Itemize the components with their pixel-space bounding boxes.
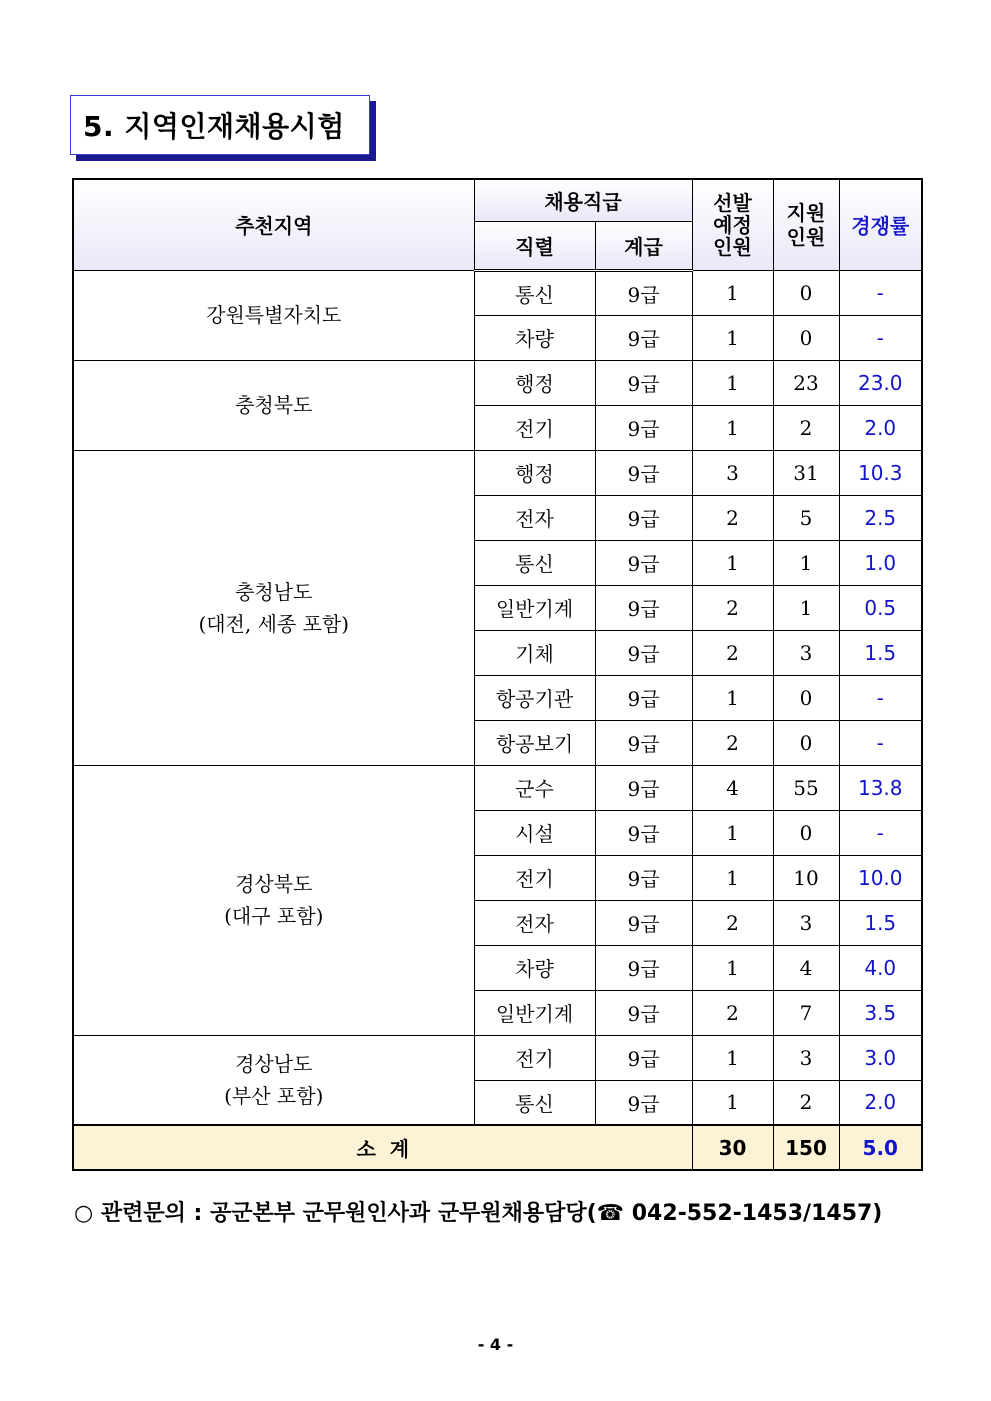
rate-cell: 3.5 [839,990,922,1035]
planned-cell: 1 [692,405,773,450]
region-cell [73,765,474,1035]
series-cell: 전자 [474,900,595,945]
applicants-cell: 4 [773,945,839,990]
grade-cell: 9급 [595,900,692,945]
region-name: (대구 포함) [224,904,324,928]
header-applicants: 지원 인원 [773,179,839,270]
grade-cell: 9급 [595,315,692,360]
applicants-cell: 0 [773,675,839,720]
region-name: 충청남도 [235,579,313,604]
planned-cell: 1 [692,855,773,900]
grade-cell: 9급 [595,765,692,810]
region-cell [73,270,474,360]
header-region: 추천지역 [73,179,474,270]
table-body [73,270,922,1170]
total-applicants: 150 [773,1125,839,1170]
header-job-group: 채용직급 [474,179,692,221]
grade-cell: 9급 [595,450,692,495]
rate-cell: 13.8 [839,765,922,810]
series-cell: 기체 [474,630,595,675]
applicants-cell: 7 [773,990,839,1035]
applicants-cell: 2 [773,1080,839,1125]
rate-cell: 4.0 [839,945,922,990]
grade-cell: 9급 [595,630,692,675]
series-cell: 시설 [474,810,595,855]
applicants-cell: 2 [773,405,839,450]
planned-cell: 1 [692,675,773,720]
header-grade: 계급 [595,221,692,270]
rate-cell: - [839,315,922,360]
series-cell: 전기 [474,855,595,900]
grade-cell: 9급 [595,405,692,450]
total-planned: 30 [692,1125,773,1170]
rate-cell: 1.0 [839,540,922,585]
grade-cell: 9급 [595,810,692,855]
planned-cell: 2 [692,585,773,630]
contact-info: ○ 관련문의 : 공군본부 군무원인사과 군무원채용담당(☎ 042-552-1453/1457) [74,1201,883,1226]
applicants-cell: 1 [773,540,839,585]
rate-cell: 10.3 [839,450,922,495]
grade-cell: 9급 [595,540,692,585]
rate-cell: - [839,810,922,855]
planned-cell: 1 [692,1035,773,1080]
region-name: 경상북도 [235,872,313,896]
grade-cell: 9급 [595,585,692,630]
grade-cell: 9급 [595,1080,692,1125]
applicants-cell: 3 [773,900,839,945]
grade-cell: 9급 [595,1035,692,1080]
grade-cell: 9급 [595,360,692,405]
series-cell: 일반기계 [474,990,595,1035]
planned-cell: 1 [692,315,773,360]
applicants-cell: 0 [773,270,839,315]
section-title-box [70,95,370,155]
region-name: (부산 포함) [224,1083,324,1108]
series-cell: 행정 [474,450,595,495]
applicants-cell: 0 [773,315,839,360]
rate-cell: 1.5 [839,630,922,675]
applicants-cell: 0 [773,720,839,765]
rate-cell: 23.0 [839,360,922,405]
region-name: 강원특별자치도 [206,303,342,327]
applicants-cell: 55 [773,765,839,810]
grade-cell: 9급 [595,945,692,990]
planned-cell: 2 [692,900,773,945]
planned-cell: 1 [692,360,773,405]
region-cell [73,450,474,765]
applicants-cell: 23 [773,360,839,405]
rate-cell: 0.5 [839,585,922,630]
applicants-cell: 3 [773,1035,839,1080]
table-row [73,450,922,495]
grade-cell: 9급 [595,990,692,1035]
total-row [73,1125,922,1170]
series-cell: 항공기관 [474,675,595,720]
table-row [73,270,922,315]
rate-cell: 2.0 [839,1080,922,1125]
planned-cell: 1 [692,810,773,855]
table-row [73,360,922,405]
page-number: - 4 - [477,1335,514,1354]
applicants-cell: 1 [773,585,839,630]
planned-cell: 2 [692,990,773,1035]
region-name: 충청북도 [235,393,313,417]
series-cell: 차량 [474,945,595,990]
header-rate: 경쟁률 [839,179,922,270]
grade-cell: 9급 [595,720,692,765]
applicants-cell: 10 [773,855,839,900]
applicants-cell: 3 [773,630,839,675]
planned-cell: 2 [692,495,773,540]
header-planned: 선발 예정 인원 [692,179,773,270]
grade-cell: 9급 [595,495,692,540]
rate-cell: 3.0 [839,1035,922,1080]
applicants-cell: 31 [773,450,839,495]
series-cell: 전기 [474,1035,595,1080]
rate-cell: - [839,720,922,765]
grade-cell: 9급 [595,855,692,900]
rate-cell: 10.0 [839,855,922,900]
series-cell: 일반기계 [474,585,595,630]
rate-cell: 2.5 [839,495,922,540]
header-series: 직렬 [474,221,595,270]
planned-cell: 4 [692,765,773,810]
planned-cell: 1 [692,270,773,315]
total-rate: 5.0 [839,1125,922,1170]
section-title: 5. 지역인재채용시험 [83,110,345,143]
region-cell [73,360,474,450]
planned-cell: 1 [692,1080,773,1125]
applicants-cell: 5 [773,495,839,540]
planned-cell: 1 [692,540,773,585]
planned-cell: 2 [692,630,773,675]
recruitment-table [72,178,923,1171]
region-cell [73,1035,474,1125]
rate-cell: - [839,675,922,720]
planned-cell: 1 [692,945,773,990]
series-cell: 차량 [474,315,595,360]
table-row [73,1035,922,1080]
rate-cell: 1.5 [839,900,922,945]
rate-cell: - [839,270,922,315]
region-name: 경상남도 [235,1051,313,1076]
rate-cell: 2.0 [839,405,922,450]
series-cell: 항공보기 [474,720,595,765]
grade-cell: 9급 [595,270,692,315]
series-cell: 통신 [474,540,595,585]
series-cell: 통신 [474,1080,595,1125]
series-cell: 전기 [474,405,595,450]
series-cell: 행정 [474,360,595,405]
table-row [73,765,922,810]
planned-cell: 2 [692,720,773,765]
region-name: (대전, 세종 포함) [198,611,350,636]
series-cell: 통신 [474,270,595,315]
planned-cell: 3 [692,450,773,495]
series-cell: 군수 [474,765,595,810]
total-label: 소 계 [73,1125,692,1170]
applicants-cell: 0 [773,810,839,855]
grade-cell: 9급 [595,675,692,720]
series-cell: 전자 [474,495,595,540]
